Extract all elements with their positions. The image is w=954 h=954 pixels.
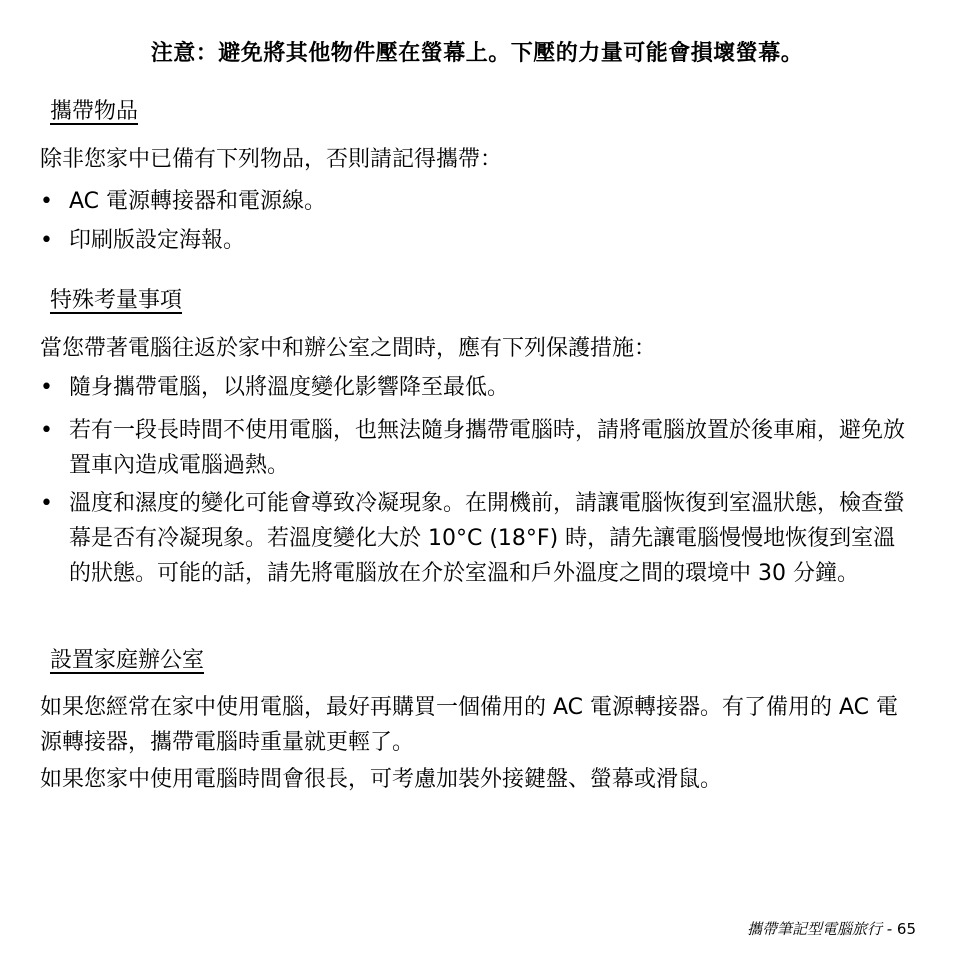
list-item-text: 印刷版設定海報。 bbox=[69, 228, 246, 253]
paragraph: 如果您經常在家中使用電腦，最好再購買一個備用的 AC 電源轉接器。有了備用的 AC 電源轉接器，攜帶電腦時重量就更輕了。 bbox=[40, 695, 899, 755]
bullet-marker: • bbox=[40, 189, 53, 214]
section-heading-home-office: 設置家庭辦公室 bbox=[50, 648, 205, 673]
list-item-text: 隨身攜帶電腦，以將溫度變化影響降至最低。 bbox=[69, 375, 510, 400]
section-intro-special-considerations: 當您帶著電腦往返於家中和辦公室之間時，應有下列保護措施： bbox=[40, 336, 657, 361]
bullet-marker: • bbox=[40, 375, 53, 400]
notice-text: 注意：避免將其他物件壓在螢幕上。下壓的力量可能會損壞螢幕。 bbox=[150, 41, 804, 66]
list-item-text: 溫度和濕度的變化可能會導致冷凝現象。在開機前，請讓電腦恢復到室溫狀態，檢查螢幕是否有冷凝現象。若溫度變化大於 10°C (18°F) 時，請先讓電腦慢慢地恢復到室溫的狀態。可能的話，請先將電腦放在介於室溫和戶外溫度之間的環境中 30 分鐘。 bbox=[69, 491, 906, 586]
bullet-marker: • bbox=[40, 491, 53, 516]
section-intro-carry-items: 除非您家中已備有下列物品，否則請記得攜帶： bbox=[40, 147, 503, 172]
list-item-text: 若有一段長時間不使用電腦，也無法隨身攜帶電腦時，請將電腦放置於後車廂，避免放置車內造成電腦過熱。 bbox=[69, 418, 906, 478]
footer-title: 攜帶筆記型電腦旅行 - bbox=[746, 920, 893, 938]
bullet-marker: • bbox=[40, 228, 53, 253]
bullet-marker: • bbox=[40, 418, 53, 443]
page-footer bbox=[747, 918, 916, 939]
list-item-text: AC 電源轉接器和電源線。 bbox=[69, 189, 327, 214]
section-heading-carry-items: 攜帶物品 bbox=[50, 99, 139, 124]
page-number: 65 bbox=[896, 920, 916, 938]
paragraph: 如果您家中使用電腦時間會很長，可考慮加裝外接鍵盤、螢幕或滑鼠。 bbox=[40, 767, 723, 792]
section-heading-special-considerations: 特殊考量事項 bbox=[50, 288, 183, 313]
